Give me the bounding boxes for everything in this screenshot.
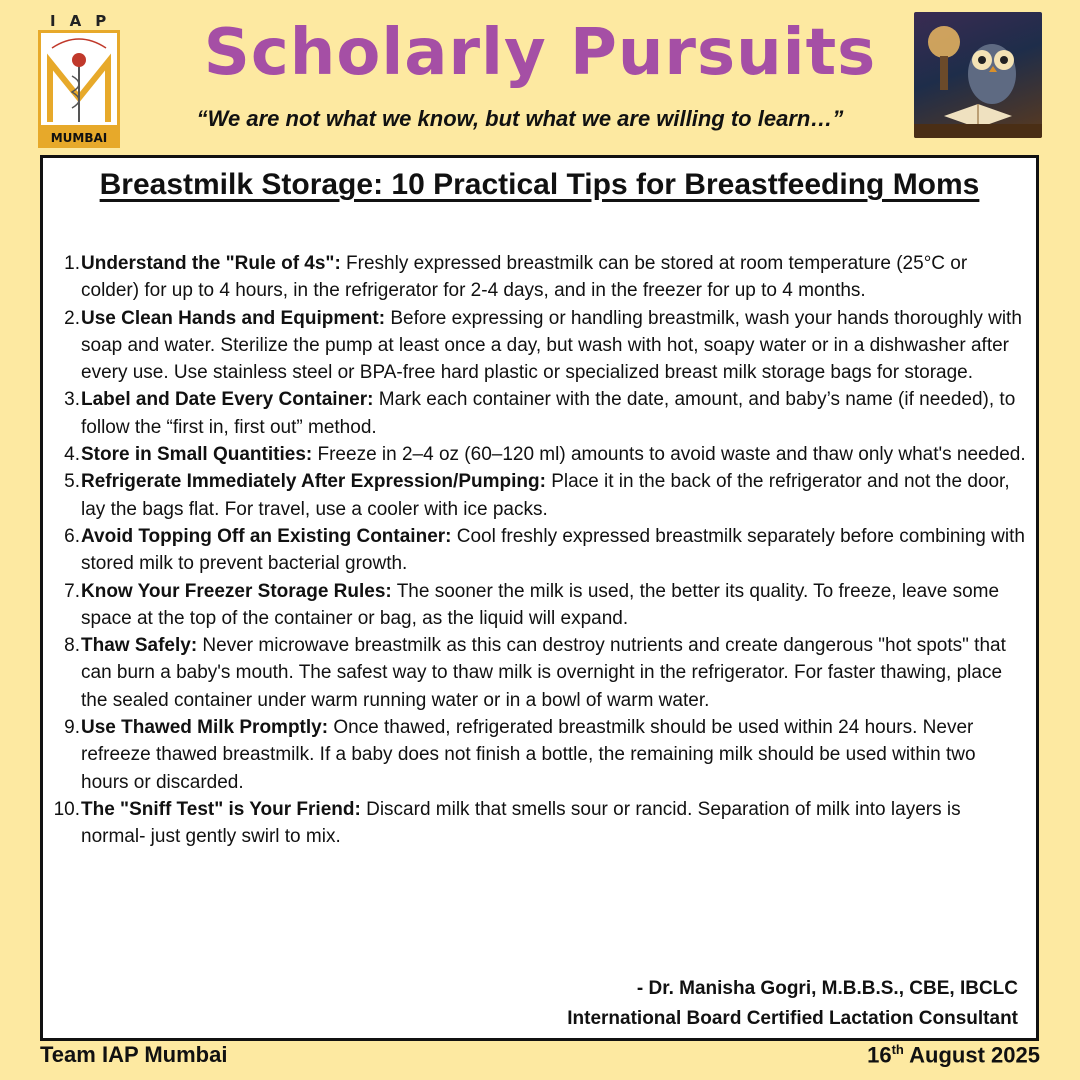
tip-body: Never microwave breastmilk as this can destroy nutrients and create dangerous "hot spots" that can burn a baby's mouth. The safest way to thaw milk is overnight in the refrigerator. For faster thawing, place the sealed container under warm running water or in a bowl of warm water. (81, 635, 1006, 711)
list-item (43, 386, 1036, 441)
tip-body: Cool freshly expressed breastmilk separately before combining with stored milk to prevent bacterial growth. (81, 525, 1025, 575)
tip-body: Once thawed, refrigerated breastmilk should be used within 24 hours. Never refreeze thawed breastmilk. If a baby does not finish a bottle, the remaining milk should be used within two hours or discarded. (81, 717, 976, 793)
list-item (43, 714, 1036, 796)
footer-team: Team IAP Mumbai (40, 1042, 228, 1067)
tip-body: Discard milk that smells sour or rancid. Separation of milk into layers is normal- just gently swirl to mix. (81, 798, 961, 848)
tip-body: The sooner the milk is used, the better its quality. To freeze, leave some space at the top of the container or bag, as the liquid will expand. (81, 580, 1000, 629)
date-rest: August 2025 (903, 1042, 1040, 1068)
list-item (43, 523, 1036, 578)
tip-number: 2. (64, 307, 80, 329)
tip-heading: The "Sniff Test" is Your Friend: (81, 798, 361, 820)
tip-body: Before expressing or handling breastmilk, wash your hands thoroughly with soap and water. Sterilize the pump at least once a day, but wash with hot, soapy water or in a dishwasher after every use. Use stainless steel or BPA-free hard plastic or specialized breast milk storage bags for storage. (81, 307, 1022, 384)
tip-heading: Refrigerate Immediately After Expression/Pumping: (81, 471, 546, 493)
signature (567, 974, 1018, 1034)
page-title: Scholarly Pursuits (203, 16, 877, 90)
tip-body: Mark each container with the date, amount, and baby’s name (if needed), to follow the “first in, first out” method. (81, 389, 1016, 438)
content-box (40, 155, 1039, 1041)
tip-heading: Store in Small Quantities: (81, 444, 313, 466)
tip-number: 5. (64, 471, 80, 493)
tip-heading: Understand the "Rule of 4s": (81, 253, 341, 274)
logo-iap-text: IAP (50, 12, 121, 30)
tips-list (43, 250, 1036, 851)
date-day: 16 (867, 1042, 892, 1068)
signature-title: International Board Certified Lactation Consultant (567, 1008, 1018, 1029)
tip-number: 9. (64, 717, 80, 739)
list-item (43, 632, 1036, 714)
signature-name: - Dr. Manisha Gogri, M.B.B.S., CBE, IBCLC (636, 978, 1018, 999)
tip-number: 3. (64, 389, 80, 411)
tip-heading: Use Clean Hands and Equipment: (81, 307, 386, 329)
tip-number: 8. (64, 635, 80, 657)
document-title: Breastmilk Storage: 10 Practical Tips for Breastfeeding Moms (99, 168, 980, 201)
tip-number: 6. (64, 525, 80, 547)
list-item (43, 305, 1036, 387)
tip-number: 4. (64, 444, 80, 466)
tagline: “We are not what we know, but what we are willing to learn…” (196, 106, 844, 131)
list-item (43, 250, 1036, 305)
tip-body: Freshly expressed breastmilk can be stored at room temperature (25°C or colder) for up to 4 hours, in the refrigerator for 2-4 days, and in the freezer for up to 4 months. (81, 253, 968, 302)
tip-heading: Label and Date Every Container: (81, 389, 374, 411)
date-suffix: th (891, 1042, 904, 1057)
tip-heading: Thaw Safely: (81, 635, 198, 657)
list-item (43, 796, 1036, 851)
list-item (43, 441, 1036, 468)
tip-number: 1. (64, 253, 80, 274)
tip-number: 10. (53, 798, 80, 820)
list-item (43, 578, 1036, 633)
owl-reading-icon (914, 12, 1042, 138)
owl-image (914, 12, 1042, 138)
tip-heading: Know Your Freezer Storage Rules: (81, 580, 392, 602)
tip-heading: Avoid Topping Off an Existing Container: (81, 525, 452, 547)
tip-body: Freeze in 2–4 oz (60–120 ml) amounts to avoid waste and thaw only what's needed. (312, 444, 1026, 466)
footer-date (867, 1042, 1040, 1068)
logo-mumbai-text: MUMBAI (38, 128, 120, 148)
list-item (43, 468, 1036, 523)
tip-number: 7. (64, 580, 80, 602)
tip-heading: Use Thawed Milk Promptly: (81, 717, 329, 739)
tip-body: Place it in the back of the refrigerator and not the door, lay the bags flat. For travel, use a cooler with ice packs. (81, 471, 1010, 520)
